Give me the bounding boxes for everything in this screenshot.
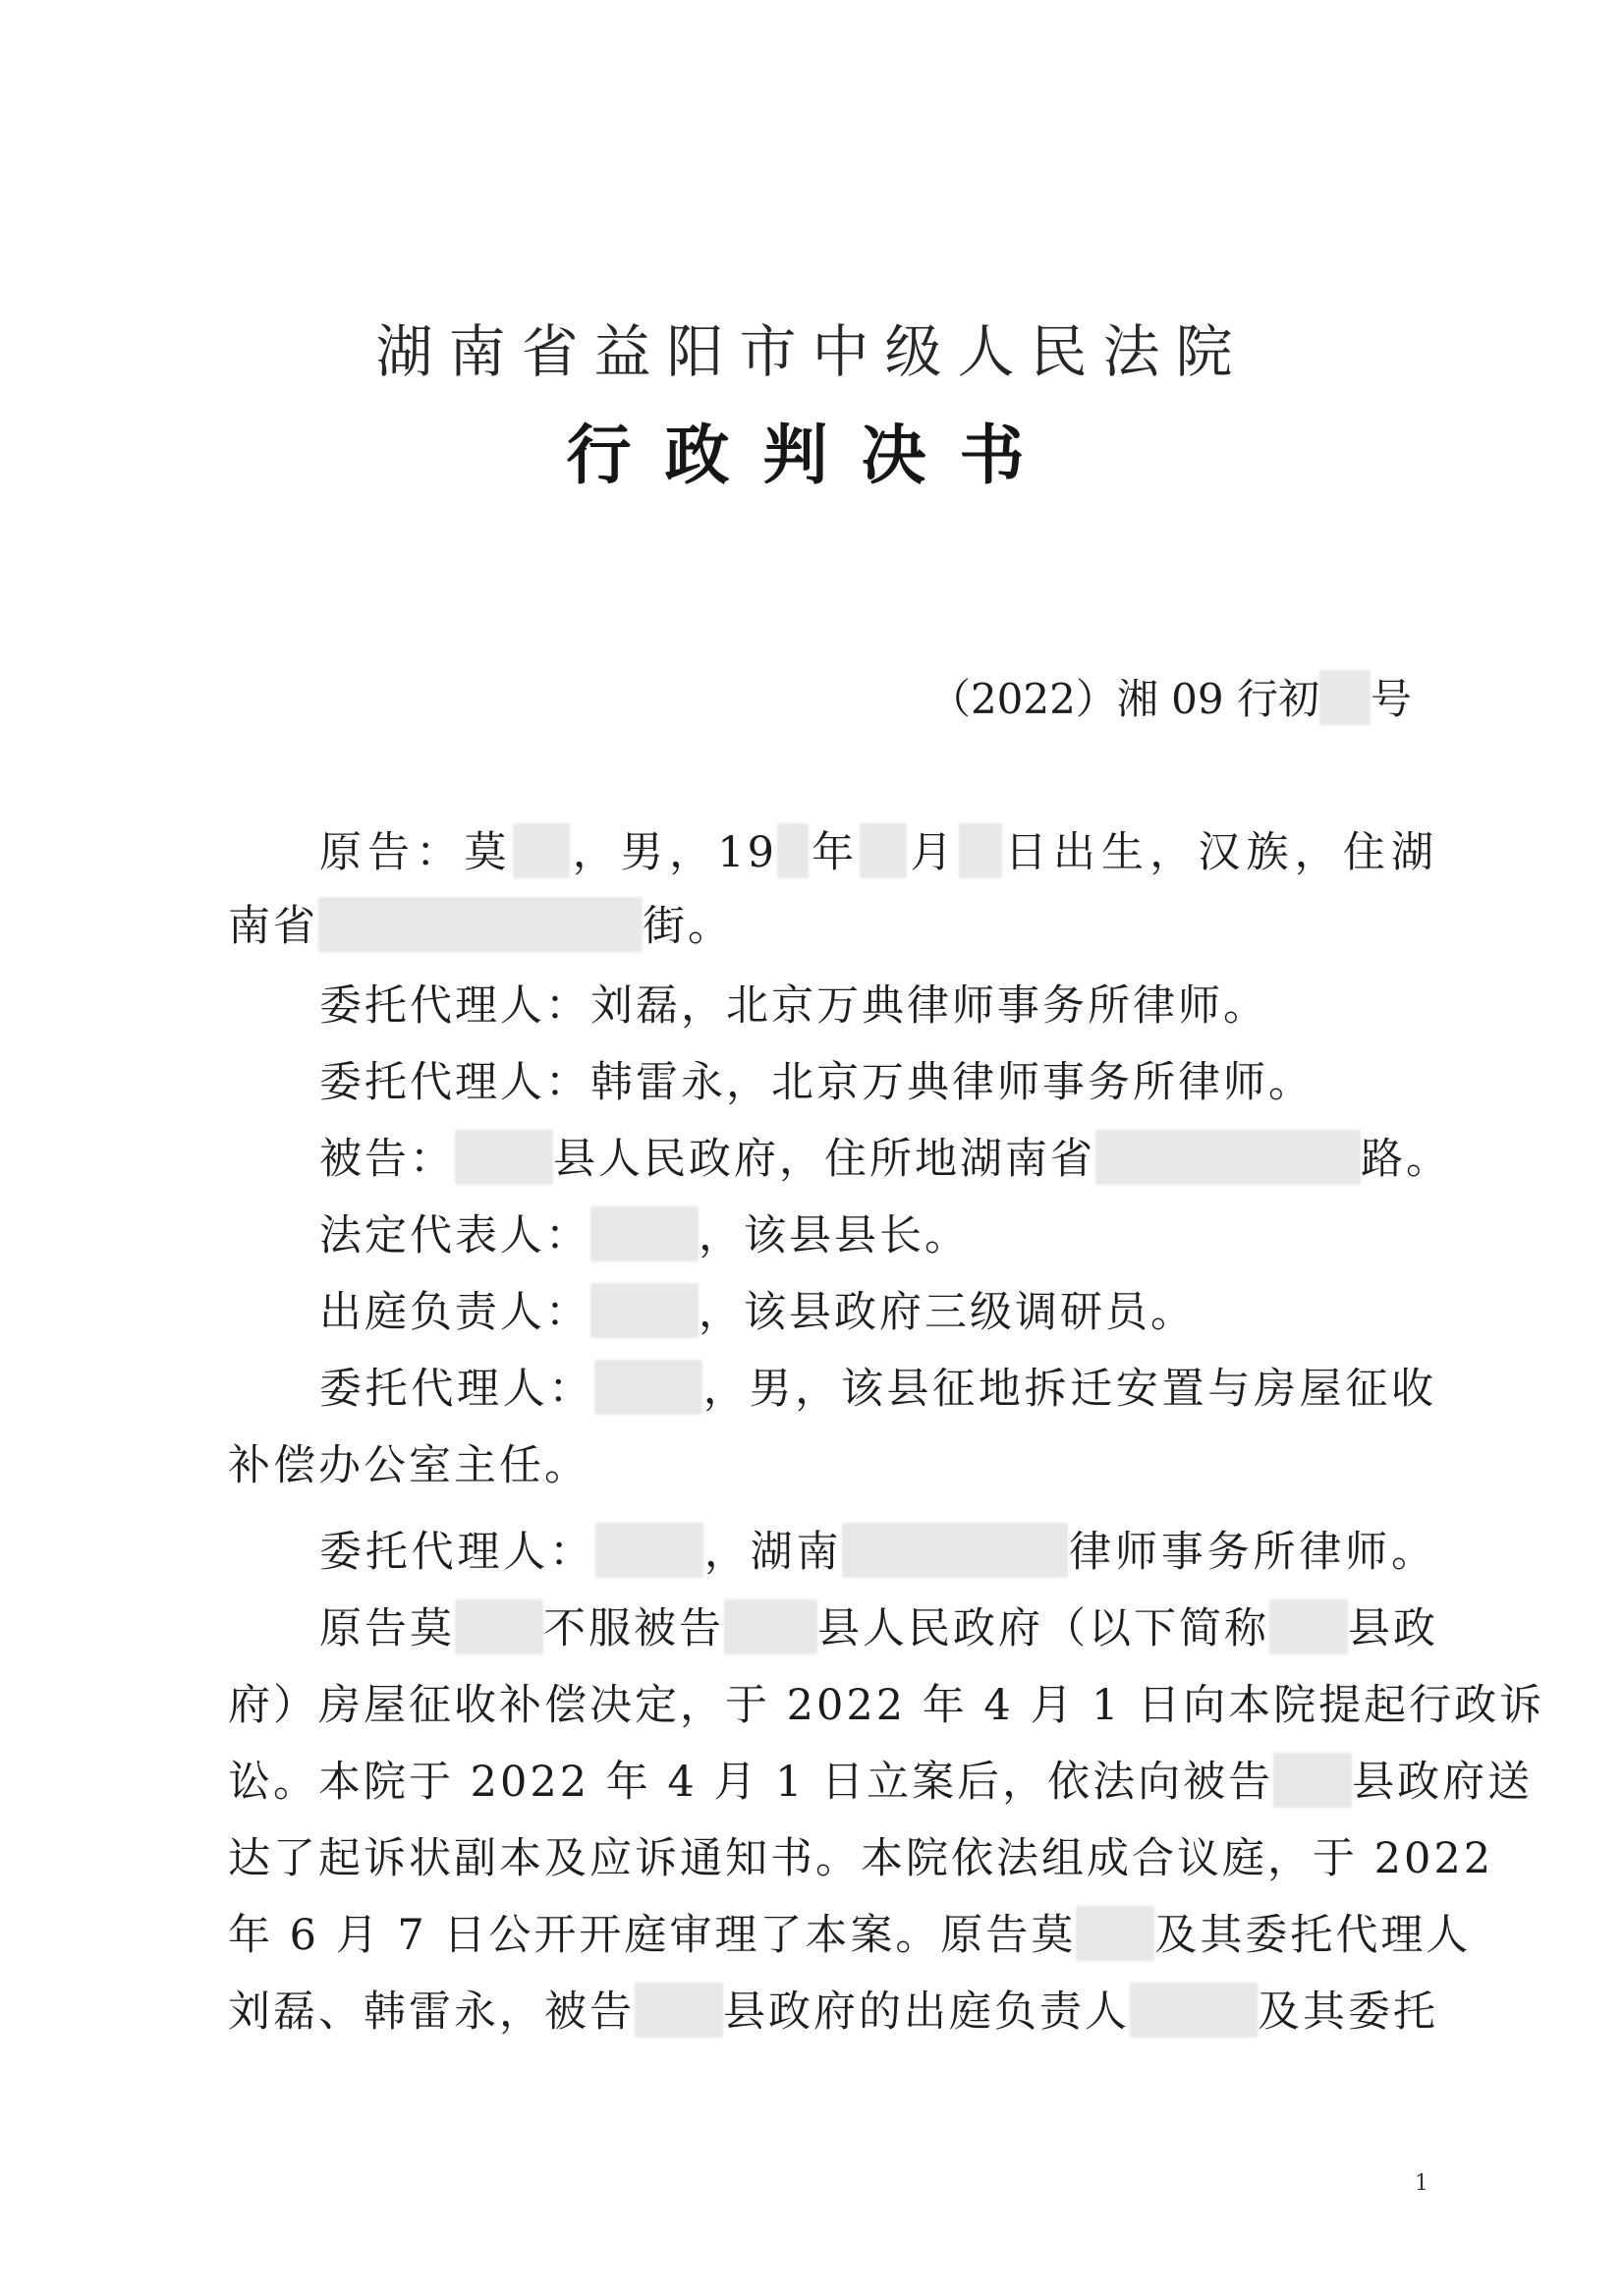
court-name: 湖南省益阳市中级人民法院 bbox=[375, 318, 1249, 385]
legal-representative-line: 法定代表人： ，该县县长。 bbox=[319, 1206, 1436, 1265]
document-type-title: 行政判决书 bbox=[566, 417, 1058, 493]
redaction bbox=[590, 1283, 699, 1338]
redaction bbox=[590, 1206, 699, 1261]
paragraph-line: 原告莫 不服被告 县人民政府（以下简称 县政 bbox=[319, 1599, 1436, 1658]
paragraph-line: 达了起诉状副本及应诉通知书。本院依法组成合议庭，于 2022 bbox=[228, 1834, 1494, 1883]
redaction bbox=[455, 1599, 543, 1654]
redaction bbox=[513, 823, 570, 878]
paragraph-line: 刘磊、韩雷永，被告 县政府的出庭负责人 及其委托 bbox=[228, 1983, 1436, 2042]
redaction bbox=[777, 823, 809, 878]
redaction bbox=[1269, 1599, 1348, 1654]
agent-line-1: 委托代理人：刘磊，北京万典律师事务所律师。 bbox=[319, 981, 1268, 1031]
plaintiff-line: 原告：莫 ，男，19 年 月 日出生，汉族，住湖 bbox=[319, 823, 1436, 882]
page-number: 1 bbox=[1415, 2171, 1428, 2196]
agent-line-2: 委托代理人：韩雷永，北京万典律师事务所律师。 bbox=[319, 1058, 1314, 1107]
responsible-person-line: 出庭负责人： ，该县政府三级调研员。 bbox=[319, 1283, 1436, 1342]
redaction bbox=[959, 823, 1002, 878]
plaintiff-address-line: 南省 街。 bbox=[228, 897, 1436, 956]
redaction bbox=[724, 1599, 817, 1654]
redaction bbox=[842, 1523, 1068, 1578]
paragraph-line: 讼。本院于 2022 年 4 月 1 日立案后，依法向被告 县政府送 bbox=[228, 1753, 1436, 1812]
redaction bbox=[1130, 1983, 1258, 2038]
redaction bbox=[1273, 1753, 1352, 1808]
defendant-line: 被告： 县人民政府，住所地湖南省 路。 bbox=[319, 1130, 1436, 1189]
paragraph-line: 年 6 月 7 日公开开庭审理了本案。原告莫 及其委托代理人 bbox=[228, 1906, 1436, 1965]
redaction bbox=[595, 1523, 703, 1578]
paragraph-line: 府）房屋征收补偿决定，于 2022 年 4 月 1 日向本院提起行政诉 bbox=[228, 1681, 1545, 1730]
agent-line-3: 委托代理人： ，男，该县征地拆迁安置与房屋征收 bbox=[319, 1360, 1436, 1419]
agent-line-3-cont: 补偿办公室主任。 bbox=[228, 1441, 589, 1490]
redaction bbox=[318, 897, 643, 952]
redaction bbox=[860, 823, 907, 878]
redaction bbox=[1319, 670, 1371, 725]
redaction bbox=[455, 1130, 553, 1185]
redaction bbox=[1095, 1130, 1361, 1185]
redaction bbox=[594, 1360, 702, 1415]
agent-line-4: 委托代理人： ，湖南 律师事务所律师。 bbox=[319, 1523, 1436, 1582]
case-number: （2022）湘 09 行初 号 bbox=[929, 670, 1412, 729]
redaction bbox=[635, 1983, 723, 2038]
redaction bbox=[1076, 1906, 1154, 1961]
